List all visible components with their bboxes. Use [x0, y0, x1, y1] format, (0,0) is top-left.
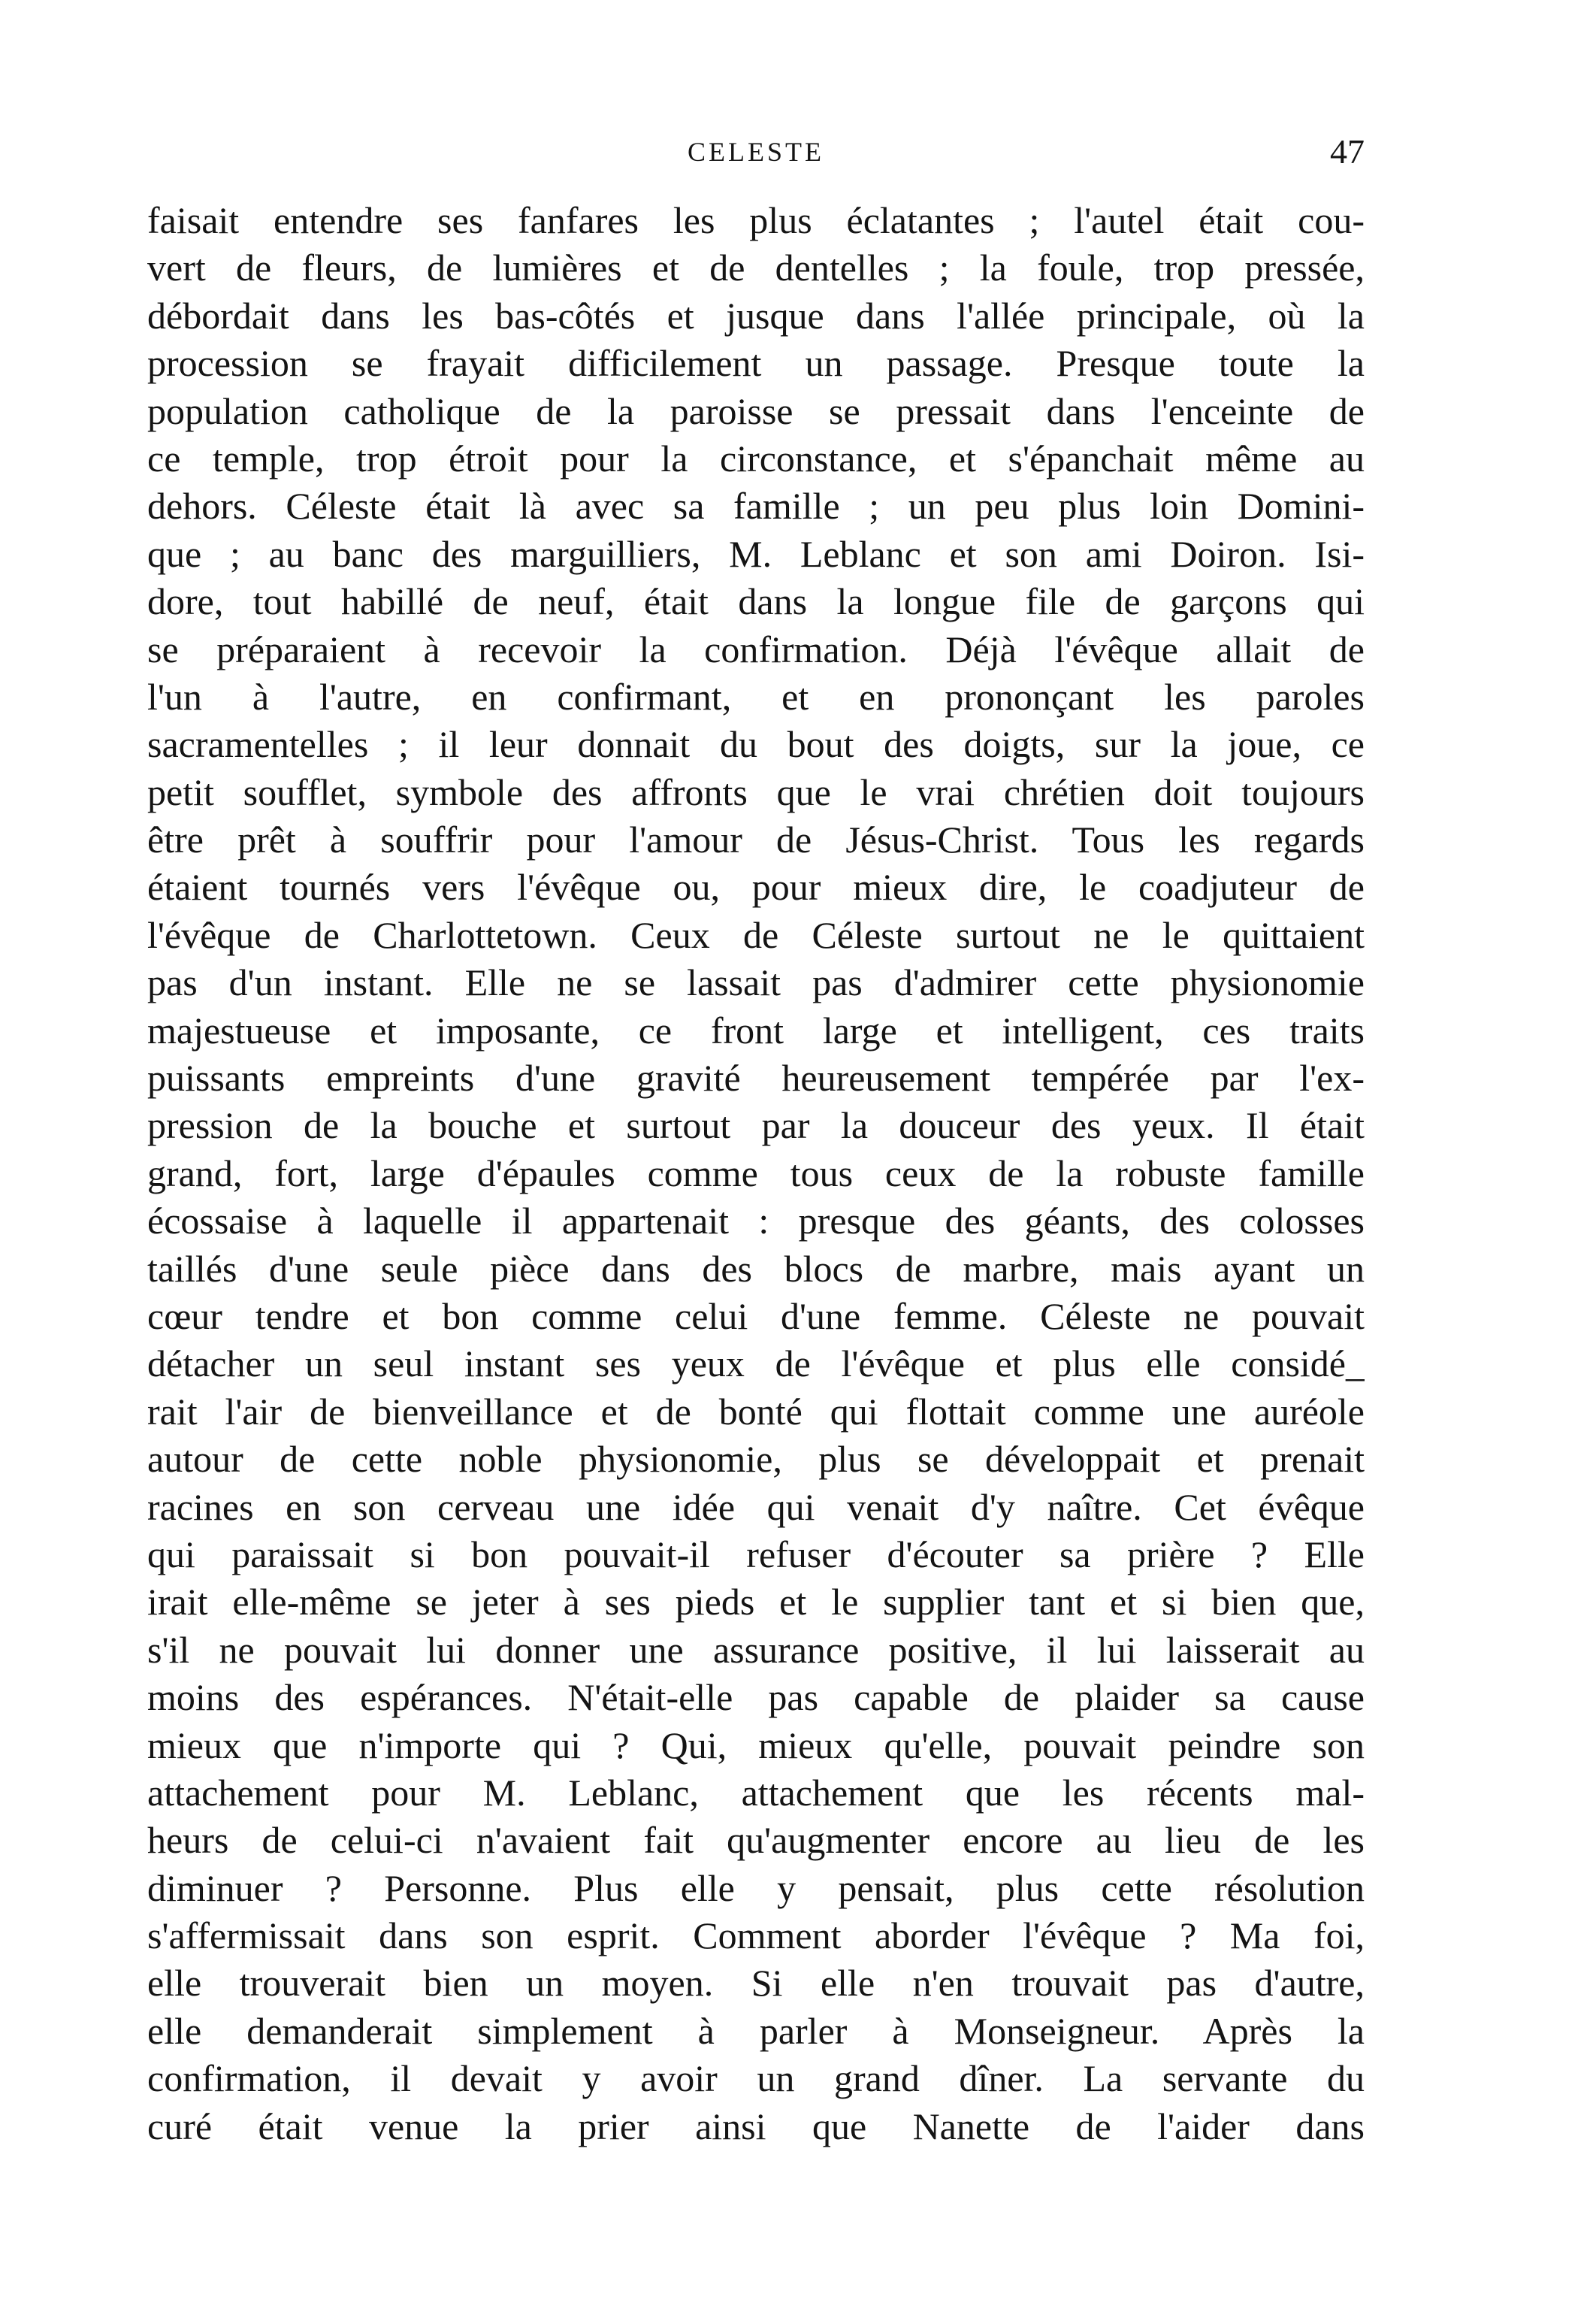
text-line: ce temple, trop étroit pour la circonstance, et s'épanchait même au	[147, 437, 1365, 480]
text-line: s'affermissait dans son esprit. Comment aborder l'évêque ? Ma foi,	[147, 1914, 1365, 1957]
text-line: irait elle-même se jeter à ses pieds et le supplier tant et si bien que,	[147, 1581, 1365, 1623]
page-number: 47	[1330, 132, 1365, 171]
text-line: étaient tournés vers l'évêque ou, pour mieux dire, le coadjuteur de	[147, 866, 1365, 909]
text-line: racines en son cerveau une idée qui venait d'y naître. Cet évêque	[147, 1485, 1365, 1528]
text-line: autour de cette noble physionomie, plus se développait et prenait	[147, 1438, 1365, 1481]
text-line: elle demanderait simplement à parler à Monseigneur. Après la	[147, 2009, 1365, 2052]
text-line: être prêt à souffrir pour l'amour de Jésus-Christ. Tous les regards	[147, 819, 1365, 861]
text-line: qui paraissait si bon pouvait-il refuser d'écouter sa prière ? Elle	[147, 1533, 1365, 1575]
text-line: détacher un seul instant ses yeux de l'évêque et plus elle considé_	[147, 1342, 1365, 1385]
body-text	[147, 197, 1365, 2150]
text-line: cœur tendre et bon comme celui d'une femme. Céleste ne pouvait	[147, 1294, 1365, 1337]
text-line: se préparaient à recevoir la confirmation. Déjà l'évêque allait de	[147, 628, 1365, 670]
text-line: procession se frayait difficilement un passage. Presque toute la	[147, 342, 1365, 385]
running-head	[147, 129, 1365, 174]
text-line: pression de la bouche et surtout par la douceur des yeux. Il était	[147, 1104, 1365, 1147]
text-line: mieux que n'importe qui ? Qui, mieux qu'elle, pouvait peindre son	[147, 1723, 1365, 1766]
running-title: CELESTE	[688, 137, 824, 167]
text-line: dore, tout habillé de neuf, était dans la longue file de garçons qui	[147, 580, 1365, 623]
text-line: confirmation, il devait y avoir un grand dîner. La servante du	[147, 2057, 1365, 2100]
text-line: s'il ne pouvait lui donner une assurance positive, il lui laisserait au	[147, 1628, 1365, 1671]
text-line: vert de fleurs, de lumières et de dentelles ; la foule, trop pressée,	[147, 247, 1365, 289]
text-line: majestueuse et imposante, ce front large et intelligent, ces traits	[147, 1009, 1365, 1052]
text-line: que ; au banc des marguilliers, M. Leblanc et son ami Doiron. Isi-	[147, 532, 1365, 575]
text-line: elle trouverait bien un moyen. Si elle n'en trouvait pas d'autre,	[147, 1962, 1365, 2005]
text-line: diminuer ? Personne. Plus elle y pensait, plus cette résolution	[147, 1866, 1365, 1909]
text-line: puissants empreints d'une gravité heureusement tempérée par l'ex-	[147, 1057, 1365, 1100]
text-line: population catholique de la paroisse se pressait dans l'enceinte de	[147, 389, 1365, 432]
text-line: sacramentelles ; il leur donnait du bout des doigts, sur la joue, ce	[147, 723, 1365, 766]
text-line: écossaise à laquelle il appartenait : presque des géants, des colosses	[147, 1200, 1365, 1242]
text-line: petit soufflet, symbole des affronts que le vrai chrétien doit toujours	[147, 770, 1365, 813]
text-line: débordait dans les bas-côtés et jusque dans l'allée principale, où la	[147, 294, 1365, 337]
text-line: moins des espérances. N'était-elle pas capable de plaider sa cause	[147, 1676, 1365, 1719]
text-line: faisait entendre ses fanfares les plus éclatantes ; l'autel était cou-	[147, 199, 1365, 241]
text-line: l'un à l'autre, en confirmant, et en prononçant les paroles	[147, 675, 1365, 718]
text-line: curé était venue la prier ainsi que Nanette de l'aider dans	[147, 2105, 1365, 2147]
text-line: attachement pour M. Leblanc, attachement que les récents mal-	[147, 1771, 1365, 1814]
text-line: l'évêque de Charlottetown. Ceux de Céleste surtout ne le quittaient	[147, 913, 1365, 956]
text-line: pas d'un instant. Elle ne se lassait pas d'admirer cette physionomie	[147, 961, 1365, 1004]
text-line: rait l'air de bienveillance et de bonté qui flottait comme une auréole	[147, 1390, 1365, 1433]
text-line: heurs de celui-ci n'avaient fait qu'augmenter encore au lieu de les	[147, 1819, 1365, 1862]
text-line: dehors. Céleste était là avec sa famille ; un peu plus loin Domini-	[147, 485, 1365, 528]
text-line: grand, fort, large d'épaules comme tous ceux de la robuste famille	[147, 1151, 1365, 1194]
text-line: taillés d'une seule pièce dans des blocs de marbre, mais ayant un	[147, 1247, 1365, 1290]
